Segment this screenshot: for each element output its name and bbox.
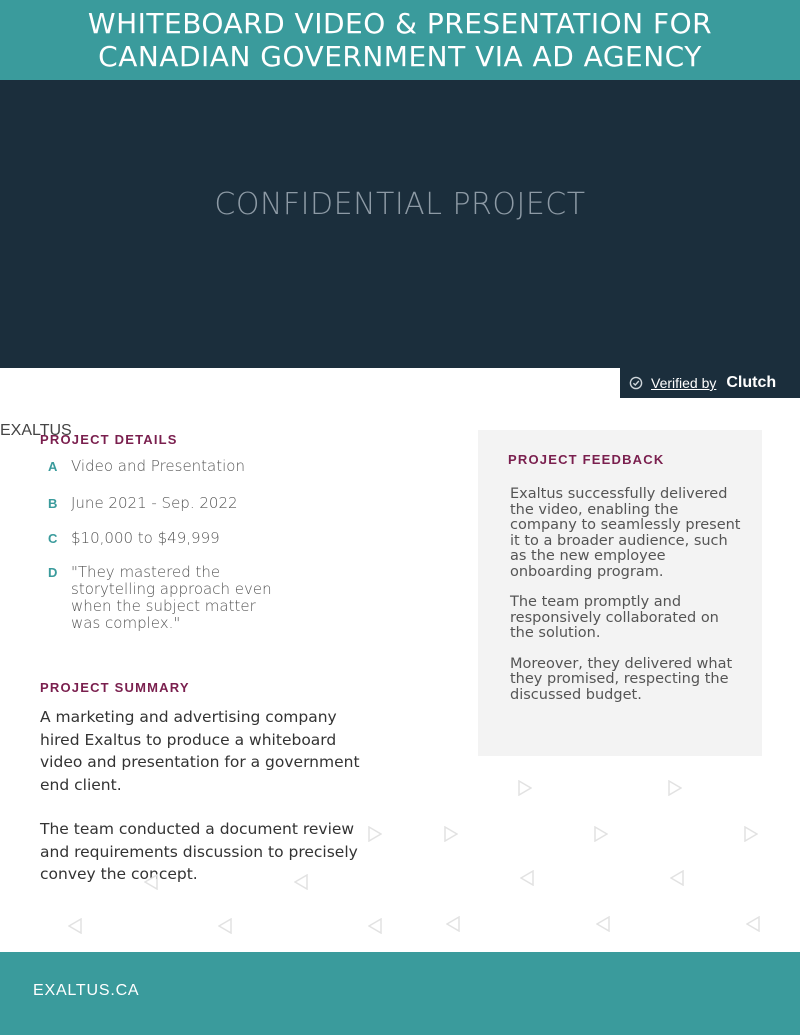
verified-label: Verified by: [651, 375, 717, 391]
page-title-line-2: CANADIAN GOVERNMENT VIA AD AGENCY: [98, 40, 702, 73]
hero-panel: [0, 80, 800, 368]
hero-title: CONFIDENTIAL PROJECT: [214, 186, 586, 222]
detail-letter: C: [48, 531, 58, 546]
clutch-logo: Clutch: [726, 374, 777, 391]
summary-paragraph: A marketing and advertising company hired Exaltus to produce a whiteboard video and presentation for a government end client.: [40, 708, 360, 794]
detail-quote: "They mastered the storytelling approach even when the subject matter was complex.": [71, 563, 272, 632]
verified-badge[interactable]: [620, 368, 800, 398]
play-triangle-icon: [518, 780, 532, 796]
detail-letter: B: [48, 496, 58, 511]
reverse-triangle-icon: [368, 918, 382, 934]
detail-item: [48, 564, 284, 632]
feedback-paragraph: Exaltus successfully delivered the video, enabling the company to seamlessly present it to a broader audience, such as the new employee onboarding program.: [510, 486, 741, 580]
footer-bar: [0, 952, 800, 1035]
feedback-paragraph: The team promptly and responsively collaborated on the solution.: [510, 594, 719, 641]
detail-budget: $10,000 to $49,999: [71, 529, 220, 547]
check-circle-icon: [629, 376, 643, 390]
reverse-triangle-icon: [520, 870, 534, 886]
detail-timeline: June 2021 - Sep. 2022: [71, 494, 238, 512]
title-banner: [0, 0, 800, 80]
detail-item: [48, 495, 308, 512]
project-summary-body: [40, 706, 370, 886]
detail-item: [48, 530, 308, 547]
reverse-triangle-icon: [670, 870, 684, 886]
detail-item: [48, 458, 308, 475]
reverse-triangle-icon: [144, 874, 158, 890]
reverse-triangle-icon: [746, 916, 760, 932]
page-title-line-1: WHITEBOARD VIDEO & PRESENTATION FOR: [87, 7, 713, 40]
reverse-triangle-icon: [218, 918, 232, 934]
reverse-triangle-icon: [294, 874, 308, 890]
play-triangle-icon: [668, 780, 682, 796]
feedback-paragraph: Moreover, they delivered what they promised, respecting the discussed budget.: [510, 655, 733, 703]
detail-letter: D: [48, 565, 58, 580]
detail-letter: A: [48, 459, 58, 474]
project-feedback-body: [510, 487, 742, 703]
exaltus-logo-text: EXALTUS: [0, 422, 72, 440]
project-details-heading: PROJECT DETAILS: [40, 432, 178, 447]
reverse-triangle-icon: [596, 916, 610, 932]
reverse-triangle-icon: [446, 916, 460, 932]
project-summary-heading: PROJECT SUMMARY: [40, 680, 190, 695]
project-feedback-heading: PROJECT FEEDBACK: [508, 452, 665, 467]
play-triangle-icon: [744, 826, 758, 842]
summary-paragraph: The team conducted a document review and requirements discussion to precisely convey the concept.: [40, 820, 358, 883]
play-triangle-icon: [368, 826, 382, 842]
reverse-triangle-icon: [68, 918, 82, 934]
detail-service: Video and Presentation: [71, 457, 245, 475]
play-triangle-icon: [594, 826, 608, 842]
play-triangle-icon: [444, 826, 458, 842]
website-link[interactable]: EXALTUS.CA: [33, 982, 140, 999]
